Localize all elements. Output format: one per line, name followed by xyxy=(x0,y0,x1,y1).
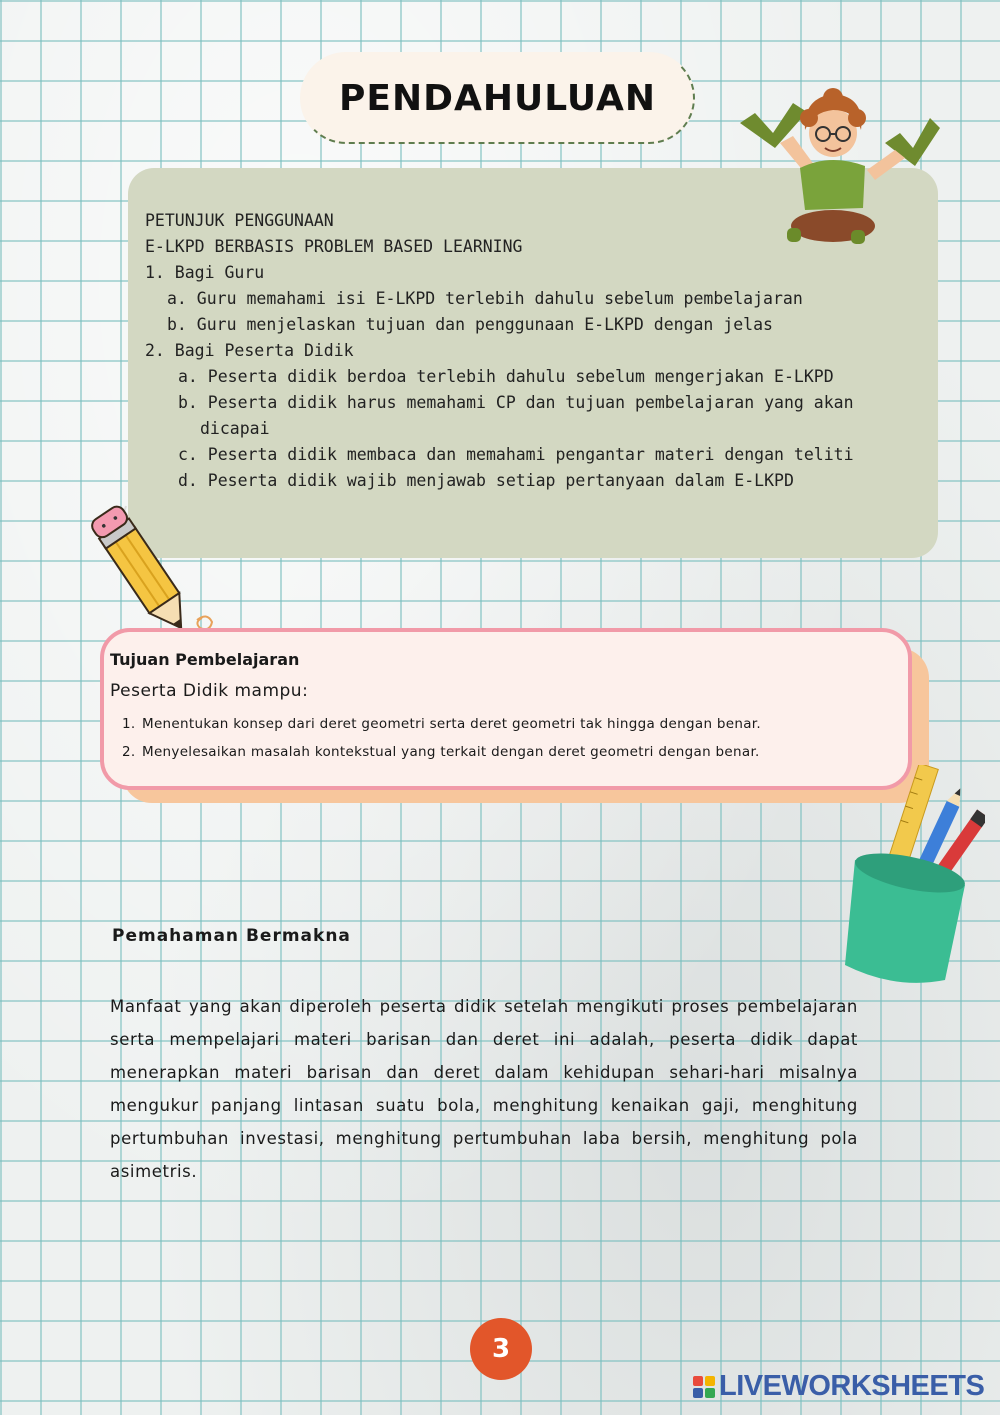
goal-title: Tujuan Pembelajaran xyxy=(110,650,300,669)
guru-label: 1. Bagi Guru xyxy=(145,263,265,282)
list-item xyxy=(122,712,761,740)
instructions-heading: PETUNJUK PENGGUNAAN xyxy=(145,211,334,230)
siswa-item: d. Peserta didik wajib menjawab setiap pertanyaan dalam E-LKPD xyxy=(178,471,794,490)
logo-square xyxy=(693,1376,703,1386)
siswa-label: 2. Bagi Peserta Didik xyxy=(145,341,354,360)
liveworksheets-logo xyxy=(693,1370,984,1403)
siswa-item: a. Peserta didik berdoa terlebih dahulu sebelum mengerjakan E-LKPD xyxy=(178,367,834,386)
teacher-character-icon xyxy=(735,88,940,253)
list-item xyxy=(122,740,761,768)
logo-squares xyxy=(693,1376,715,1398)
section-body: Manfaat yang akan diperoleh peserta didik setelah mengikuti proses pembelajaran serta mempelajari materi barisan dan deret ini adalah, peserta didik dapat menerapkan materi barisan dan deret dalam kehidupan sehari-hari misalnya mengukur panjang lintasan suatu bola, menghitung kenaikan gaji, menghitung pertumbuhan investasi, menghitung pertumbuhan laba bersih, menghitung pola asimetris. xyxy=(110,997,858,1181)
siswa-item: c. Peserta didik membaca dan memahami pengantar materi dengan teliti xyxy=(178,445,854,464)
page-number: 3 xyxy=(470,1318,532,1380)
goal-list xyxy=(122,712,761,768)
section-title: Pemahaman Bermakna xyxy=(112,926,351,946)
goal-subtitle: Peserta Didik mampu: xyxy=(110,681,309,701)
list-item-number: 1. xyxy=(122,716,136,732)
siswa-item: b. Peserta didik harus memahami CP dan tujuan pembelajaran yang akan xyxy=(178,393,854,412)
instructions-subheading: E-LKPD BERBASIS PROBLEM BASED LEARNING xyxy=(145,237,523,256)
page-title: PENDAHULUAN xyxy=(339,77,656,119)
siswa-item-continuation: dicapai xyxy=(200,419,270,438)
logo-text: LIVEWORKSHEETS xyxy=(719,1370,985,1402)
pencil-cup-icon xyxy=(835,765,985,990)
guru-item: a. Guru memahami isi E-LKPD terlebih dahulu sebelum pembelajaran xyxy=(167,289,803,308)
list-item-text: Menyelesaikan masalah kontekstual yang terkait dengan deret geometri dengan benar. xyxy=(142,744,760,760)
list-item-number: 2. xyxy=(122,744,136,760)
logo-square xyxy=(693,1388,703,1398)
pencil-icon xyxy=(82,500,222,645)
logo-square xyxy=(705,1376,715,1386)
list-item-text: Menentukan konsep dari deret geometri serta deret geometri tak hingga dengan benar. xyxy=(142,716,762,732)
title-banner xyxy=(300,52,695,144)
logo-square xyxy=(705,1388,715,1398)
guru-item: b. Guru menjelaskan tujuan dan penggunaan E-LKPD dengan jelas xyxy=(167,315,773,334)
